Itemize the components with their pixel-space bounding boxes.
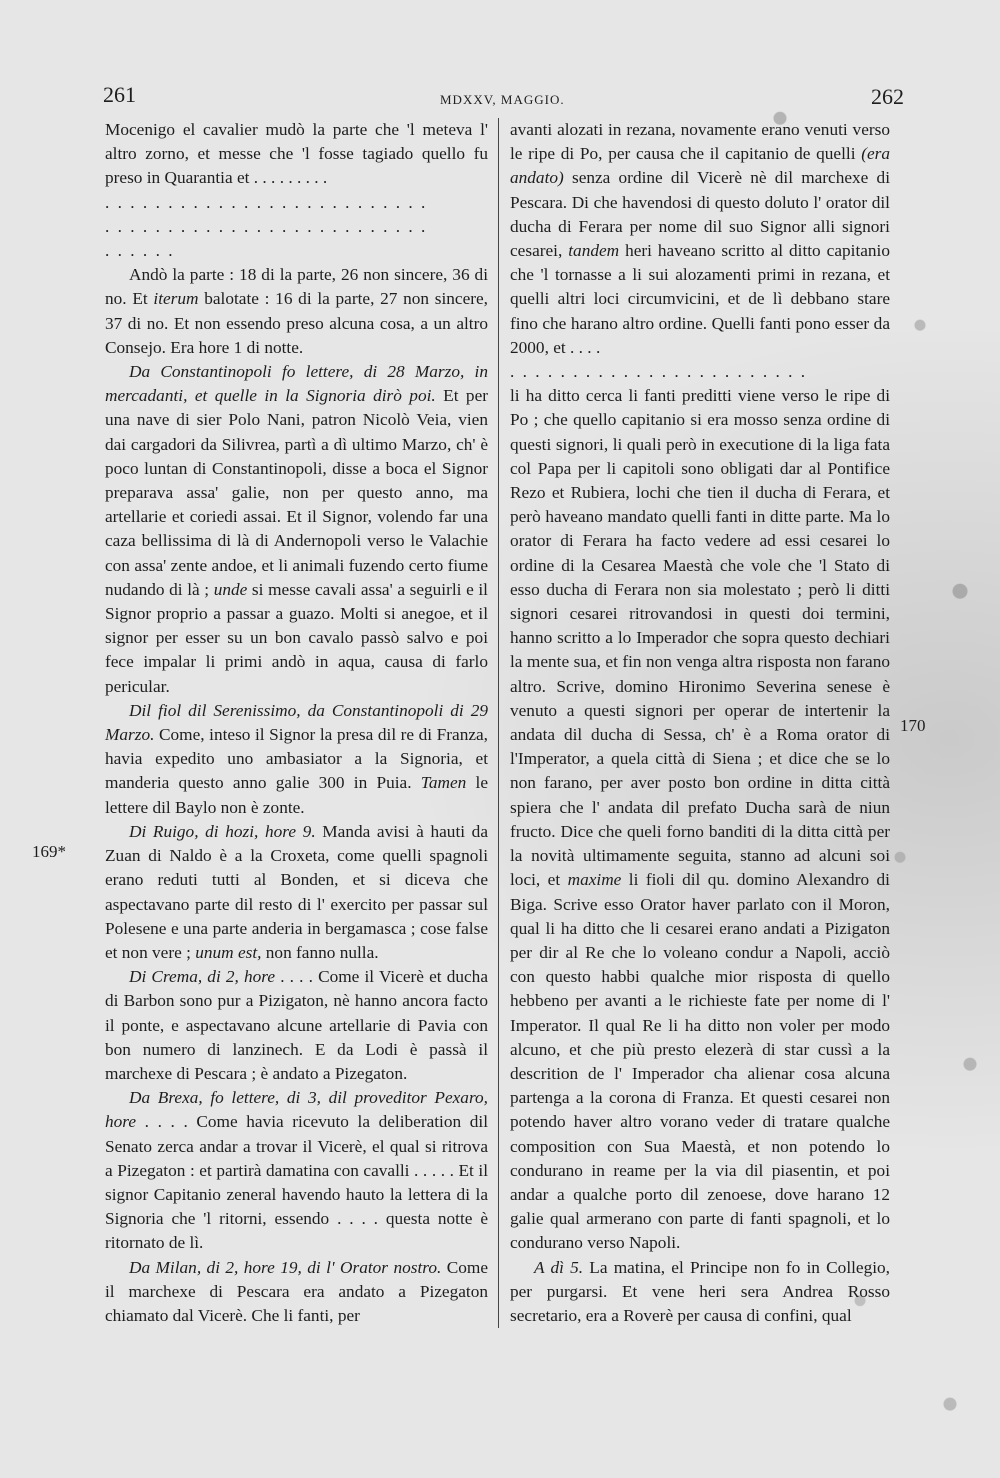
text-run: li ha ditto cerca li fanti preditti viene verso le ripe di Po ; che quello capitanio si era mosso senza ordine di questi signori, li quali però in executione di la liga fata col Papa per li capitoli sono obligati dar al Pontifice Rezo et Rubiera, lochi che tien il ducha di Ferara, et però haveano mandato quelli fanti in ditte parte. Ma lo orator di Ferara ha facto vedere ad essi cesarei lo ordine di la Cesarea Maestà che vole che 'l Stato di esso ducha di Ferara non sia molestato ; però li ditti signori cesarei ritrovandosi in questi doi termini, hanno scritto a lo Imperador che sopra questo dechiari la mente sua, et fin non venga altra risposta non farano altro. Scrive, domino Hironimo Severina senese è venuto a questi signori per operar de intertenir la andata dil ducha di Sessa, ch' è a Roma orator di l'Imperator, a quela città di Siena ; et dice che se lo non farano, per aver posto bon ordine in ditta città spiera che l' andata dil prefato Ducha sarà de niun fructo. Dice che queli forno banditi di la ditta città per la novità ultimamente seguita, stanno ad alcuni soi loci, et <box>510 386 890 890</box>
text-run: Come il marchexe di Pescara era andato a Pizegaton chiamato dal Vicerè. Che li fanti, per <box>105 1257 488 1325</box>
italic-run: Da Brexa, fo lettere, di 3, dil proveditor Pexaro, hore <box>105 1088 488 1132</box>
text-run: senza ordine dil Vicerè nè dil marchexe di Pescara. Di che havendosi di questo doluto l' orator dil ducha di Ferara per nome dil suo Signor alli signori cesarei, <box>510 168 890 261</box>
italic-run: unum est, <box>195 942 262 962</box>
ellipsis-line: . . . . . . <box>105 241 175 261</box>
text-run: . . . . Come havia ricevuto la deliberation dil Senato zerca andar a trovar il Vicerè, el qual si ritrova a Pizegaton : et partirà damatina con cavalli . . . . . Et il signor Capitanio zeneral havendo hauto la lettera di la Signoria che 'l ritorni, essendo . . . . questa notte è ritornato de lì. <box>105 1112 488 1253</box>
text-run: le lettere dil Baylo non è zonte. <box>105 773 488 817</box>
page-number-left: 261 <box>103 82 136 107</box>
ellipsis-line: . . . . . . . . . . . . . . . . . . . . . . . . <box>510 362 808 382</box>
paragraph <box>105 965 488 1086</box>
paragraph <box>510 118 890 360</box>
italic-run: Di Ruigo, di hozi, hore 9. <box>129 821 316 841</box>
paragraph <box>105 1256 488 1329</box>
running-title: MDXXV, MAGGIO. <box>440 92 565 107</box>
italic-run: iterum <box>153 289 199 309</box>
paragraph <box>105 699 488 820</box>
margin-note-right: 170 <box>900 716 926 735</box>
paragraph <box>105 820 488 965</box>
paragraph <box>105 360 488 699</box>
page-number-right: 262 <box>871 84 904 109</box>
paragraph <box>510 384 890 1255</box>
left-column <box>105 118 488 1328</box>
text-run: si messe cavali assa' a seguirli e il Signor proprio a passar a guazo. Molti si anegoe, et il signor per esser su un bon cavalo passò salvo e poi fece impalar li primi andò in aqua, causa di farlo pericular. <box>105 579 488 696</box>
italic-run: A dì 5. <box>534 1257 584 1277</box>
ellipsis: . . . . <box>570 337 601 357</box>
ellipsis-line: . . . . . . . . . . . . . . . . . . . . . . . . . . <box>105 192 428 212</box>
margin-note-left: 169* <box>32 842 66 861</box>
ellipsis: . . . . . . . . . <box>253 168 328 188</box>
text-run: La matina, el Principe non fo in Collegio, per purgarsi. Et vene heri sera Andrea Rosso secretario, era a Roverè per causa di confini, qual <box>510 1257 890 1325</box>
ellipsis-line: . . . . . . . . . . . . . . . . . . . . . . . . . . <box>105 216 428 236</box>
text-run: Manda avisi à hauti da Zuan di Naldo è a la Croxeta, come quelli spagnoli erano reduti tutti al Bonden, et si diceva che aspectavano parte dil resto di l' exercito per passar sul Polesene e una parte anderia in bergamasca ; cose false et non vere ; <box>105 821 488 962</box>
italic-run: (era andato) <box>510 144 890 188</box>
text-run: non fanno nulla. <box>261 942 379 962</box>
text-run: Mocenigo el cavalier mudò la parte che 'l meteva l' altro zorno, et messe che 'l fosse tagiado quello fu preso in Quarantia et <box>105 120 488 188</box>
column-divider <box>498 118 499 1328</box>
italic-run: Tamen <box>420 773 467 793</box>
text-run: balotate : 16 di la parte, 27 non sincere, 37 di no. Et non essendo preso alcuna cosa, a un altro Consejo. Era hore 1 di notte. <box>105 289 488 357</box>
italic-run: tandem <box>568 241 620 261</box>
italic-run: Di Crema, di 2, hore <box>129 967 276 987</box>
italic-run: Dil fiol dil Serenissimo, da Constantinopoli di 29 Marzo. <box>105 700 488 745</box>
italic-run: maxime <box>567 870 622 890</box>
text-run: Come, inteso il Signor la presa dil re di Franza, havia expedito uno ambasiator a la Signoria, et manderia questo anno galie 300 in Puia. <box>105 725 488 793</box>
text-run: avanti alozati in rezana, novamente erano venuti verso le ripe di Po, per causa che il capitanio de quelli <box>510 120 890 164</box>
right-column <box>510 118 890 1328</box>
text-run: li fioli dil qu. domino Alexandro di Biga. Scrive esso Orator haver parlato con il Moron, qual li ha ditto che li cesarei erano andati a Pizigaton per dir al Re che lo voleano condur a Napoli, acciò con questo habbi qualche mior risposta di quello hebbeno per avanti a le richieste fate per nome di l' Imperator. Il qual Re li ha ditto non voler per modo alcuno, et che più presto elezerà di star cussì a la descrition de l' Imperador cha alienar cosa alcuna partenga a la corona di Franza. Et questi cesarei non potendo haver altro vorano veder di tratare qualche composition con Sua Maestà, et non potendo lo condurano in reame per la via dil piasentin, et poi andar a qualche porto dil zenoese, dove harano 12 galie qual armerano con parte di fanti spagnoli, et lo condurano verso Napoli. <box>510 870 890 1253</box>
text-run: Andò la parte : 18 di la parte, 26 non sincere, 36 di no. Et <box>105 265 488 309</box>
paragraph <box>510 1256 890 1329</box>
paragraph <box>105 1086 488 1255</box>
italic-run: Da Milan, di 2, hore 19, di l' Orator nostro. <box>129 1257 442 1277</box>
italic-run: unde <box>213 579 248 599</box>
page-header <box>100 78 904 109</box>
paragraph <box>105 263 488 360</box>
text-run: . . . . Come il Vicerè et ducha di Barbon sono pur a Pizigaton, nè hanno ancora facto il ponte, e aspectavano alcune artellarie di Pavia con bon numero di lanzinech. E da Lodi è passà il marchexe di Pescara ; è andato a Pizegaton. <box>105 967 488 1083</box>
italic-run: Da Constantinopoli fo lettere, di 28 Marzo, in mercadanti, et quelle in la Signoria dirò poi. <box>105 362 488 406</box>
paragraph <box>105 118 488 191</box>
text-run: heri haveano scritto al ditto capitanio che 'l tornasse a li sui alozamenti primi in rezana, et quelli altri loci circumvicini, et de lì debbano stare fino che harano altro ordine. Quelli fanti pono esser da 2000, et <box>510 241 890 357</box>
text-run: Et per una nave di sier Polo Nani, patron Nicolò Veia, vien dai cargadori da Silivrea, partì a dì ultimo Marzo, ch' è poco luntan di Constantinopoli, disse a boca el Signor preparava assa' galie, non per questo anno, ma artellarie et coriedi assai. Et il Signor, volendo far una caza bellissima di là di Andernopoli verso le Valachie con assa' zente andoe, et li animali fuzendo certo fiume nudando di là ; <box>105 386 488 599</box>
